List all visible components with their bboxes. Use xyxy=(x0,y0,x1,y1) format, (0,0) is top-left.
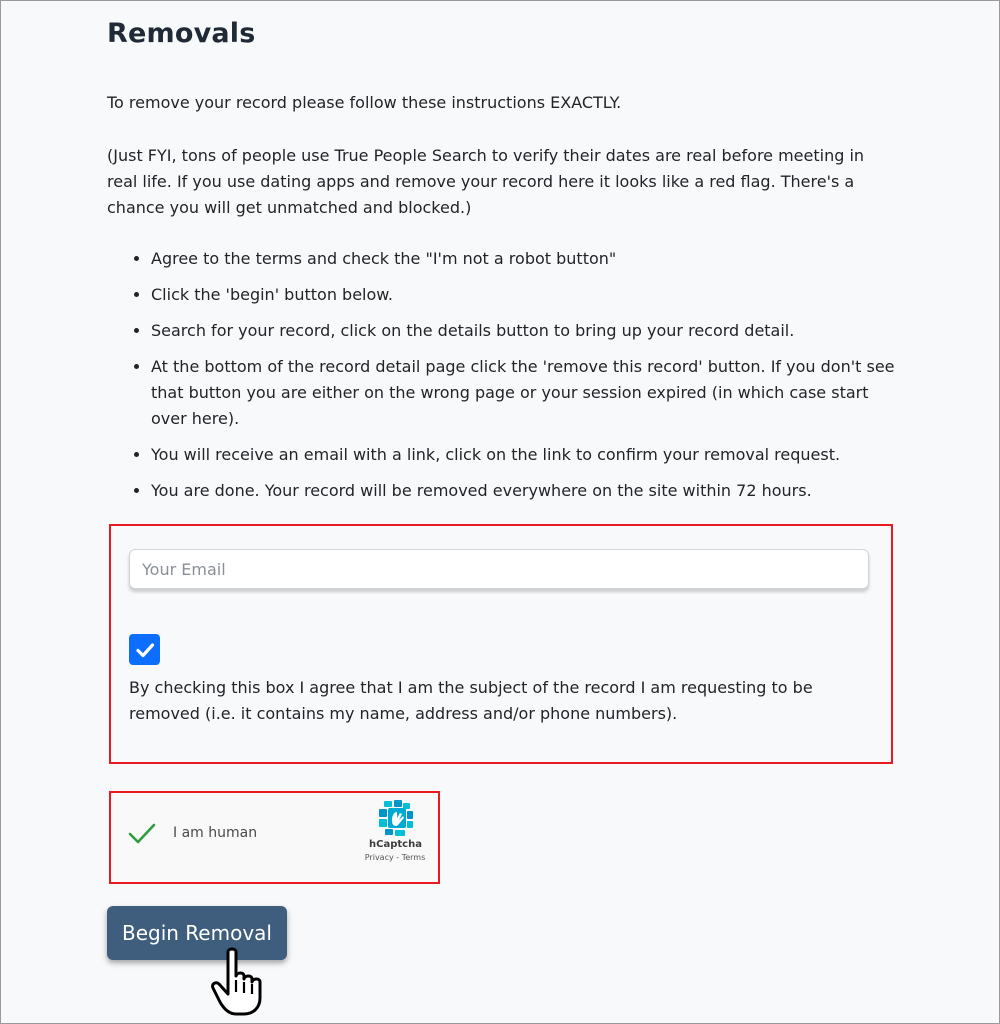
list-item: • At the bottom of the record detail page click the 'remove this record' button. If you don't see that button you are either on the wrong page or your session expired (in which case start over here). xyxy=(151,354,906,432)
captcha-label: I am human xyxy=(173,825,258,841)
email-field[interactable] xyxy=(129,549,869,589)
intro-text: To remove your record please follow these instructions EXACTLY. xyxy=(107,93,622,112)
hcaptcha-widget[interactable] xyxy=(109,791,440,884)
begin-removal-button[interactable]: Begin Removal xyxy=(107,906,287,960)
list-item: • Agree to the terms and check the "I'm not a robot button" xyxy=(151,246,906,272)
list-item: • You are done. Your record will be removed everywhere on the site within 72 hours. xyxy=(151,478,906,504)
hcaptcha-logo-icon xyxy=(376,799,416,839)
agree-checkbox[interactable] xyxy=(129,634,160,665)
page-title: Removals xyxy=(107,18,256,49)
list-item: • You will receive an email with a link, click on the link to confirm your removal request. xyxy=(151,442,906,468)
list-item: • Click the 'begin' button below. xyxy=(151,282,906,308)
hcaptcha-privacy-terms-link[interactable]: Privacy - Terms xyxy=(364,853,426,862)
instruction-list xyxy=(129,246,906,514)
note-text: (Just FYI, tons of people use True People Search to verify their dates are real before meeting in real life. If you use dating apps and remove your record here it looks like a red flag. There's a chance you will get unmatched and blocked.) xyxy=(107,146,865,217)
hand-pointer-cursor-icon xyxy=(206,946,276,1018)
hcaptcha-brand: hCaptcha xyxy=(369,839,422,850)
checkmark-icon xyxy=(134,639,156,661)
list-item: • Search for your record, click on the details button to bring up your record detail. xyxy=(151,318,906,344)
checkmark-icon xyxy=(127,821,157,847)
removal-form-highlight xyxy=(109,524,893,764)
agree-label: By checking this box I agree that I am the subject of the record I am requesting to be removed (i.e. it contains my name, address and/or phone numbers). xyxy=(129,678,813,723)
